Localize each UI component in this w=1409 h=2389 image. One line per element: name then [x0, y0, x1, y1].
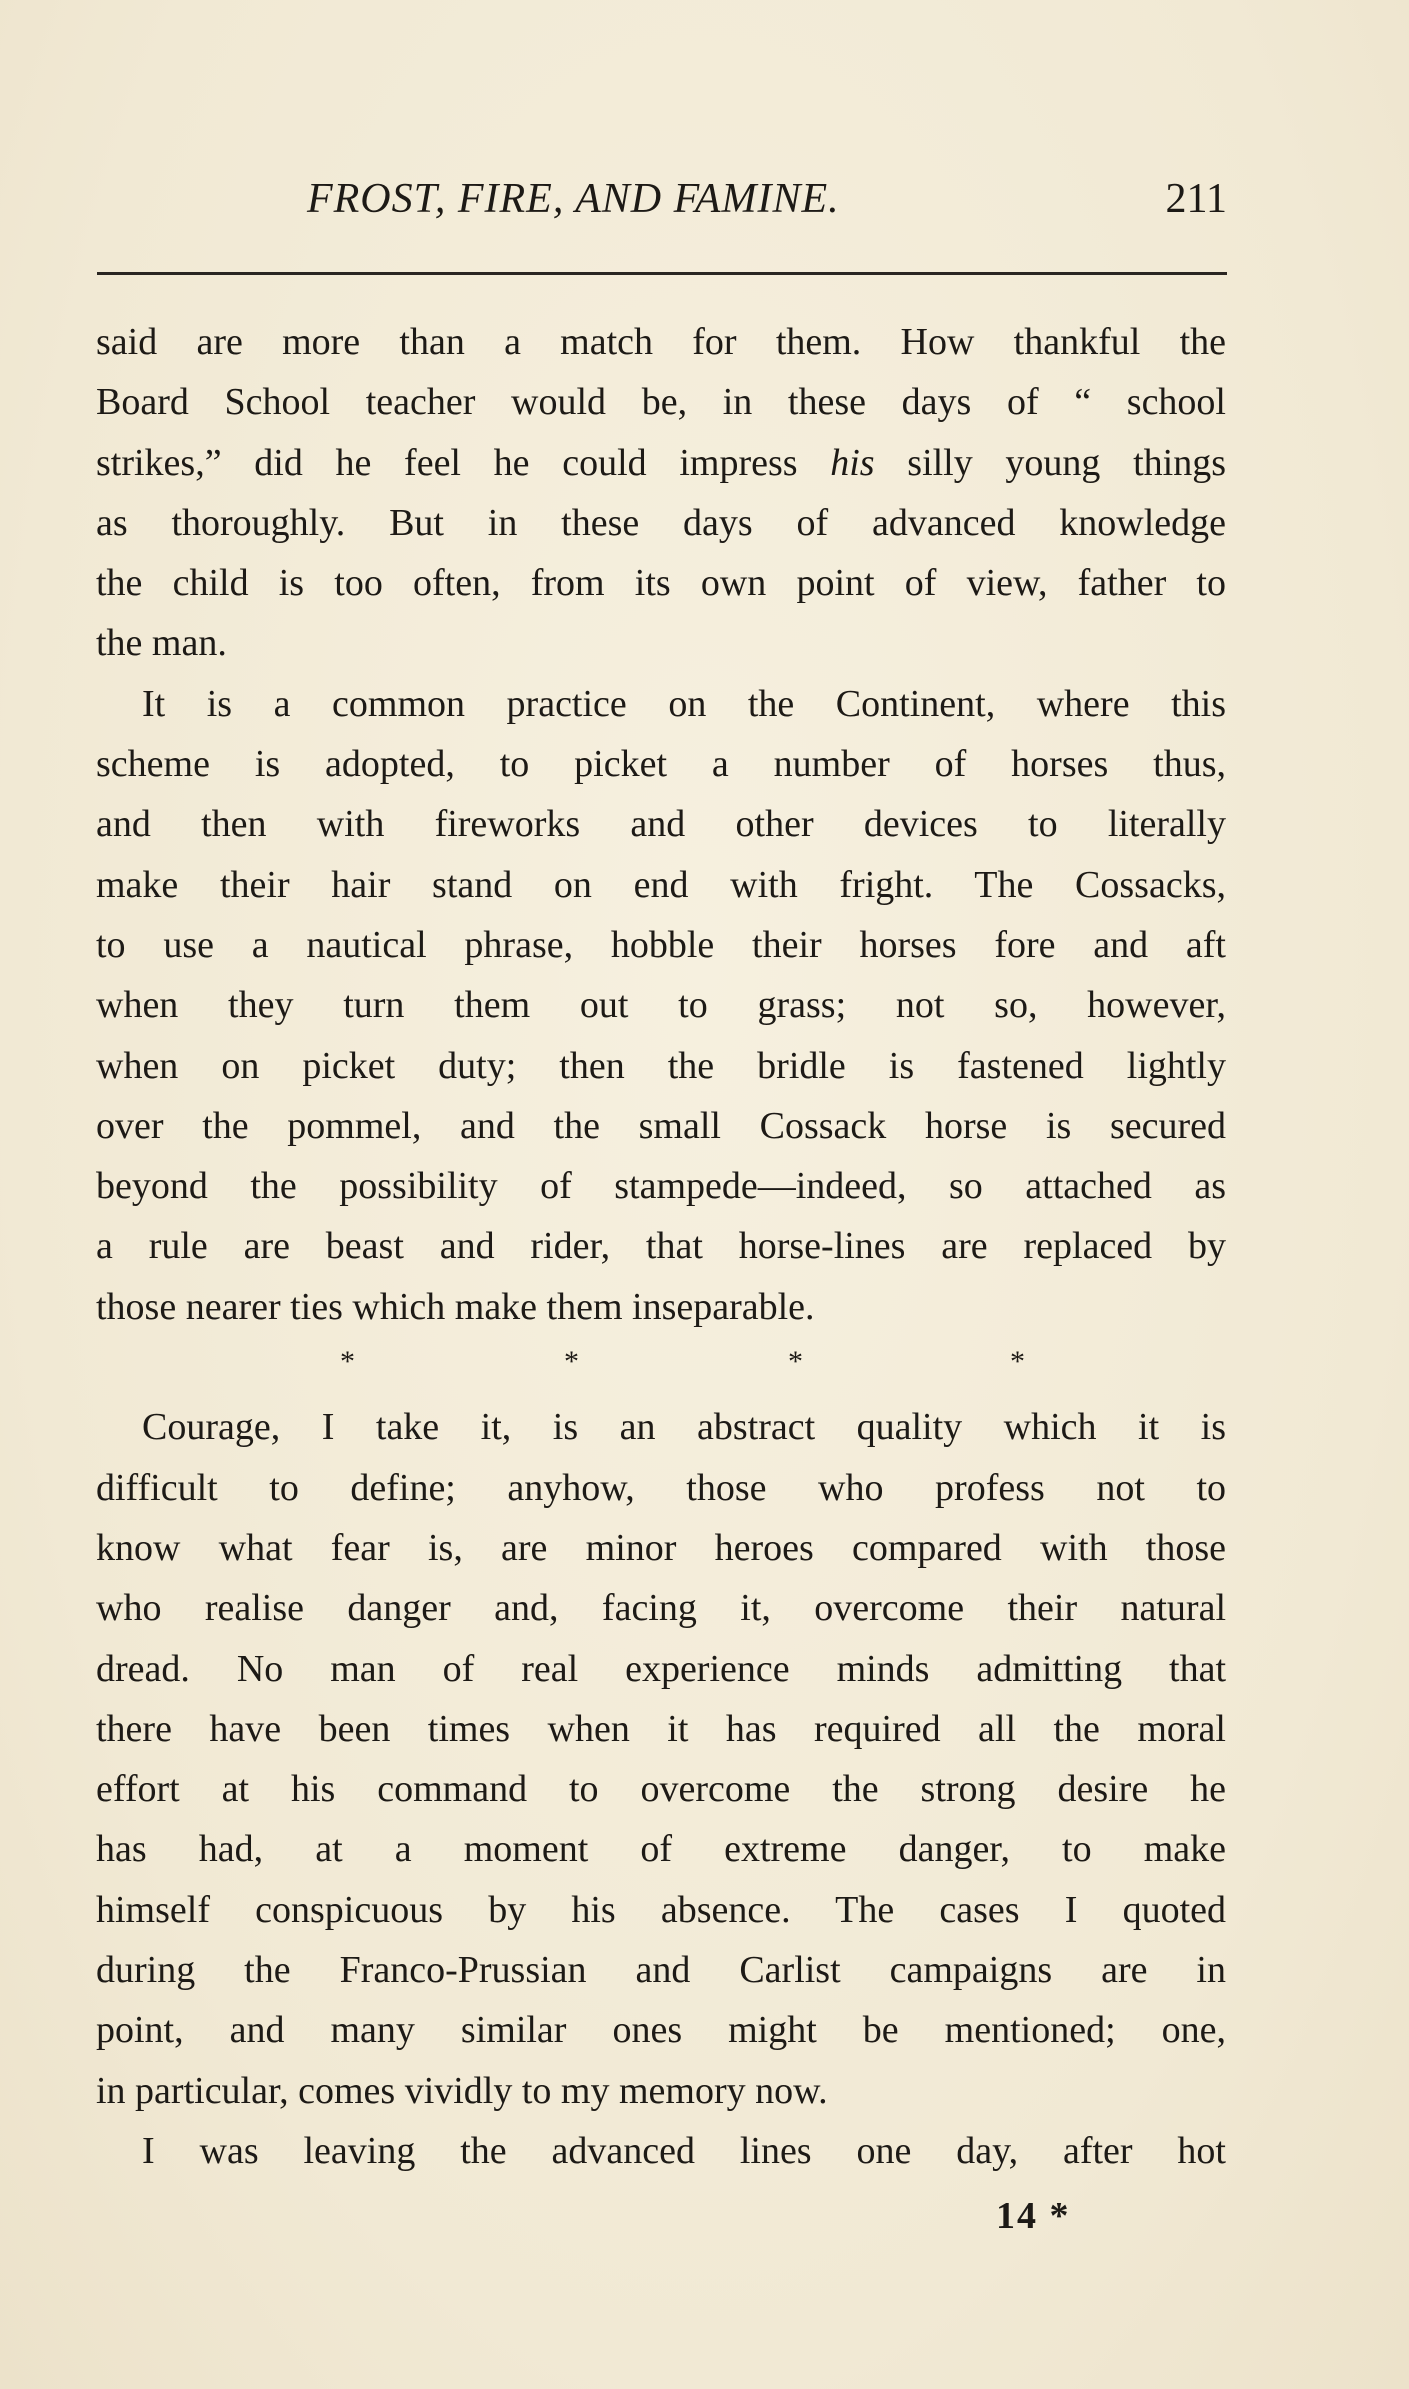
text-line: when they turn them out to grass; not so, however, [96, 984, 1226, 1027]
text-line: who realise danger and, facing it, overcome their natural [96, 1587, 1226, 1630]
text-line: in particular, comes vividly to my memory now. [96, 2069, 828, 2112]
signature-mark: 14 * [996, 2195, 1071, 2237]
text-line: the child is too often, from its own point of view, father to [96, 562, 1226, 605]
text-line: scheme is adopted, to picket a number of horses thus, [96, 743, 1226, 786]
text-line: and then with fireworks and other devices to literally [96, 803, 1226, 846]
text-line: himself conspicuous by his absence. The cases I quoted [96, 1888, 1226, 1931]
page-number: 211 [1165, 176, 1227, 222]
text-line: to use a nautical phrase, hobble their horses fore and aft [96, 923, 1226, 966]
header-rule [97, 272, 1227, 275]
text-line: said are more than a match for them. How thankful the [96, 321, 1226, 363]
asterisk: * [1010, 1345, 1025, 1379]
text-line: know what fear is, are minor heroes compared with those [96, 1526, 1226, 1569]
section-break [96, 1337, 1226, 1397]
text-segment: strikes,” did he feel he could impress [96, 441, 798, 484]
text-line: those nearer ties which make them inseparable. [96, 1285, 815, 1328]
text-line: dread. No man of real experience minds admitting that [96, 1647, 1226, 1690]
text-line: over the pommel, and the small Cossack horse is secured [96, 1104, 1226, 1147]
running-title: FROST, FIRE, AND FAMINE. [307, 176, 840, 222]
italic-word: his [830, 441, 875, 484]
text-line: beyond the possibility of stampede—indeed, so attached as [96, 1165, 1226, 1208]
text-line: there have been times when it has required all the moral [96, 1707, 1226, 1750]
text-line-with-italic [96, 433, 1226, 493]
body-text [96, 312, 1226, 2181]
text-line: I was leaving the advanced lines one day, after hot [142, 2129, 1226, 2172]
asterisk: * [340, 1345, 355, 1379]
asterisk: * [788, 1345, 803, 1379]
text-line: effort at his command to overcome the strong desire he [96, 1768, 1226, 1811]
text-line: during the Franco-Prussian and Carlist campaigns are in [96, 1949, 1226, 1992]
text-line: difficult to define; anyhow, those who profess not to [96, 1466, 1226, 1509]
text-line: has had, at a moment of extreme danger, to make [96, 1828, 1226, 1871]
text-segment: silly young things [907, 441, 1227, 484]
text-line: the man. [96, 622, 227, 665]
text-line: point, and many similar ones might be mentioned; one, [96, 2009, 1226, 2052]
text-line: a rule are beast and rider, that horse-lines are replaced by [96, 1225, 1226, 1268]
text-line: make their hair stand on end with fright. The Cossacks, [96, 863, 1226, 906]
text-line: Courage, I take it, is an abstract quality which it is [142, 1406, 1226, 1449]
text-line: Board School teacher would be, in these days of “ school [96, 381, 1226, 424]
page-header [97, 175, 1227, 235]
asterisk: * [564, 1345, 579, 1379]
text-line: It is a common practice on the Continent, where this [142, 682, 1226, 725]
text-line: when on picket duty; then the bridle is fastened lightly [96, 1044, 1226, 1087]
text-line: as thoroughly. But in these days of advanced knowledge [96, 501, 1226, 544]
